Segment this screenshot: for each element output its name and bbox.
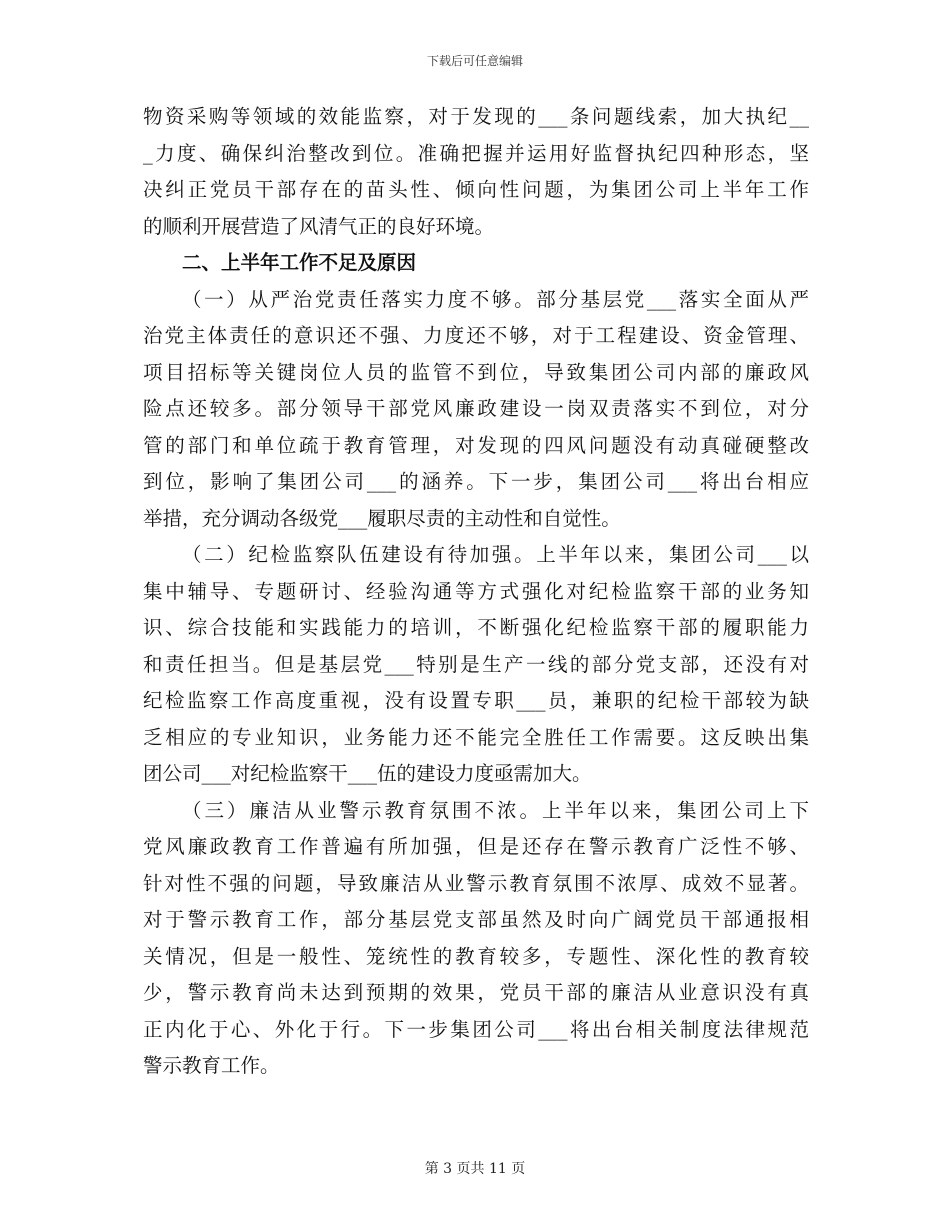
text-line: （二）纪检监察队伍建设有待加强。上半年以来，集团公司___以 (182, 543, 809, 566)
text-line: 乏相应的专业知识，业务能力还不能完全胜任工作需要。这反映出集 (143, 725, 809, 749)
text-line: （一）从严治党责任落实力度不够。部分基层党___落实全面从严 (182, 287, 809, 311)
text-line: 和责任担当。但是基层党___特别是生产一线的部分党支部，还没有对 (143, 652, 809, 676)
text-line: 针对性不强的问题，导致廉洁从业警示教育氛围不浓厚、成效不显著。 (143, 871, 809, 895)
text-line: 正内化于心、外化于行。下一步集团公司___将出台相关制度法律规范 (143, 1017, 809, 1041)
text-line: 集中辅导、专题研讨、经验沟通等方式强化对纪检监察干部的业务知 (143, 579, 809, 603)
text-line: 项目招标等关键岗位人员的监管不到位，导致集团公司内部的廉政风 (143, 360, 809, 384)
text-line: 举措，充分调动各级党___履职尽责的主动性和自觉性。 (143, 506, 621, 530)
text-line: 党风廉政教育工作普遍有所加强，但是还存在警示教育广泛性不够、 (143, 835, 809, 858)
text-line: 物资采购等领域的效能监察，对于发现的___条问题线索，加大执纪__ (143, 105, 809, 128)
page-header: 下载后可任意编辑 (426, 54, 523, 68)
text-line: 对于警示教育工作，部分基层党支部虽然及时向广阔党员干部通报相 (143, 908, 809, 931)
text-line: 关情况，但是一般性、笼统性的教育较多，专题性、深化性的教育较 (143, 944, 809, 968)
document-body (143, 99, 809, 1085)
text-line: 纪检监察工作高度重视，没有设置专职___员，兼职的纪检干部较为缺 (143, 689, 809, 712)
section-heading: 二、上半年工作不足及原因 (182, 251, 417, 274)
text-line: 的顺利开展营造了风清气正的良好环境。 (143, 214, 495, 238)
text-line: 团公司___对纪检监察干___伍的建设力度亟需加大。 (143, 762, 592, 785)
text-line: 险点还较多。部分领导干部党风廉政建设一岗双责落实不到位，对分 (143, 397, 809, 420)
text-line: 到位，影响了集团公司___的涵养。下一步，集团公司___将出台相应 (143, 470, 809, 493)
text-line: 识、综合技能和实践能力的培训，不断强化纪检监察干部的履职能力 (143, 616, 809, 639)
text-line: （三）廉洁从业警示教育氛围不浓。上半年以来，集团公司上下 (182, 798, 809, 822)
text-line: 管的部门和单位疏于教育管理，对发现的四风问题没有动真碰硬整改 (143, 433, 809, 457)
page-number: 第 3 页共 11 页 (424, 1161, 526, 1177)
text-line: _力度、确保纠治整改到位。准确把握并运用好监督执纪四种形态，坚 (143, 141, 809, 165)
text-line: 决纠正党员干部存在的苗头性、倾向性问题，为集团公司上半年工作 (143, 178, 809, 201)
text-line: 警示教育工作。 (143, 1054, 280, 1077)
text-line: 少，警示教育尚未达到预期的效果，党员干部的廉洁从业意识没有真 (143, 981, 809, 1004)
text-line: 治党主体责任的意识还不强、力度还不够，对于工程建设、资金管理、 (143, 324, 809, 347)
